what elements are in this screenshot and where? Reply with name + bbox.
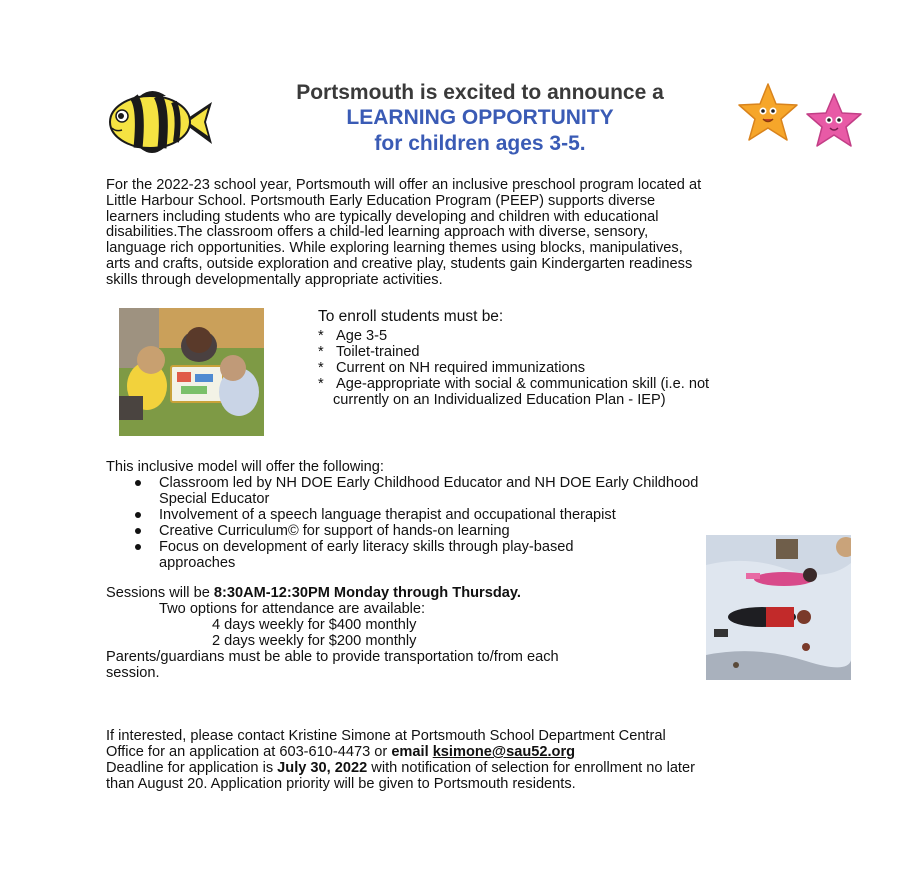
snow-angels-photo: [706, 535, 851, 680]
sessions-line: [106, 585, 559, 601]
asterisk-icon: *: [318, 344, 324, 360]
bullet-text: Creative Curriculum© for support of hands-on learning: [159, 523, 510, 539]
asterisk-icon: *: [318, 376, 324, 392]
list-item: [106, 523, 698, 539]
intro-paragraph: [106, 178, 836, 289]
bullet-text: Involvement of a speech language therapist and occupational therapist: [159, 507, 616, 523]
list-item-continuation: [106, 555, 698, 571]
deadline-prefix: Deadline for application is: [106, 760, 278, 776]
requirement-label: Age-appropriate with social & communication skill (i.e. not: [336, 376, 710, 392]
model-lead: This inclusive model will offer the following:: [106, 459, 384, 475]
requirement-continuation: currently on an Individualized Education Plan - IEP): [333, 392, 666, 408]
email-link[interactable]: ksimone@sau52.org: [432, 744, 576, 760]
deadline-date: July 30, 2022: [277, 760, 368, 776]
intro-line: For the 2022-23 school year, Portsmouth will offer an inclusive preschool program located at: [106, 177, 702, 193]
bullet-icon: [135, 544, 141, 550]
priority-line: than August 20. Application priority will be given to Portsmouth residents.: [106, 776, 576, 792]
children-reading-photo: [119, 308, 264, 436]
email-label: email: [391, 744, 433, 760]
intro-line: disabilities.The classroom offers a child-led learning approach with diverse, sensory,: [106, 224, 649, 241]
enrollment-title: To enroll students must be:: [318, 308, 504, 325]
enrollment-requirements: [318, 308, 709, 408]
bullet-text: Classroom led by NH DOE Early Childhood Educator and NH DOE Early Childhood: [159, 475, 699, 491]
contact-section: [106, 728, 695, 792]
asterisk-icon: *: [318, 360, 324, 376]
intro-line: learners including students who are typically developing and children with educational: [106, 208, 659, 225]
requirement-item: [318, 360, 709, 376]
model-bullet-list: [106, 475, 698, 571]
sessions-section: [106, 585, 559, 681]
headline-ages: for children ages 3-5.: [374, 132, 586, 155]
attendance-option: 4 days weekly for $400 monthly: [212, 617, 417, 633]
bullet-text: Focus on development of early literacy skills through play-based: [159, 539, 574, 555]
transport-note: Parents/guardians must be able to provide transportation to/from each: [106, 649, 559, 665]
deadline-line: [106, 760, 695, 776]
attendance-option: 2 days weekly for $200 monthly: [212, 633, 417, 649]
requirement-label: Current on NH required immunizations: [336, 360, 586, 376]
headline-announce: Portsmouth is excited to announce a: [296, 81, 664, 104]
bullet-text: Special Educator: [159, 491, 270, 507]
bullet-icon: [135, 528, 141, 534]
transport-note: session.: [106, 665, 160, 681]
requirement-item: [318, 376, 709, 392]
requirement-label: Age 3-5: [336, 328, 388, 344]
contact-line: If interested, please contact Kristine Simone at Portsmouth School Department Central: [106, 728, 666, 744]
list-item-continuation: [106, 491, 698, 507]
list-item: [106, 539, 698, 555]
sessions-hours: 8:30AM-12:30PM Monday through Thursday.: [213, 585, 521, 601]
requirement-label: Toilet-trained: [336, 344, 420, 360]
bullet-text: approaches: [159, 555, 236, 571]
list-item: [106, 507, 698, 523]
intro-line: arts and crafts, outside exploration and creative play, students gain Kindergarten readiness: [106, 255, 693, 272]
intro-line: skills through developmentally appropriate activities.: [106, 271, 443, 288]
attendance-options-title: Two options for attendance are available:: [159, 601, 426, 617]
list-item: [106, 475, 698, 491]
bullet-icon: [135, 480, 141, 486]
asterisk-icon: *: [318, 328, 324, 344]
contact-line: [106, 744, 695, 760]
inclusive-model-section: [106, 459, 698, 571]
requirement-item: [318, 344, 709, 360]
headline-learning-opportunity: LEARNING OPPORTUNITY: [346, 106, 614, 129]
deadline-suffix: with notification of selection for enrollment no later: [367, 760, 695, 776]
intro-line: language rich opportunities. While exploring learning themes using blocks, manipulatives,: [106, 240, 683, 257]
sessions-prefix: Sessions will be: [106, 585, 214, 601]
requirement-item: [318, 328, 709, 344]
bullet-icon: [135, 512, 141, 518]
intro-line: Little Harbour School. Portsmouth Early Education Program (PEEP) supports diverse: [106, 192, 656, 209]
contact-prefix: Office for an application at 603-610-4473 or: [106, 744, 392, 760]
